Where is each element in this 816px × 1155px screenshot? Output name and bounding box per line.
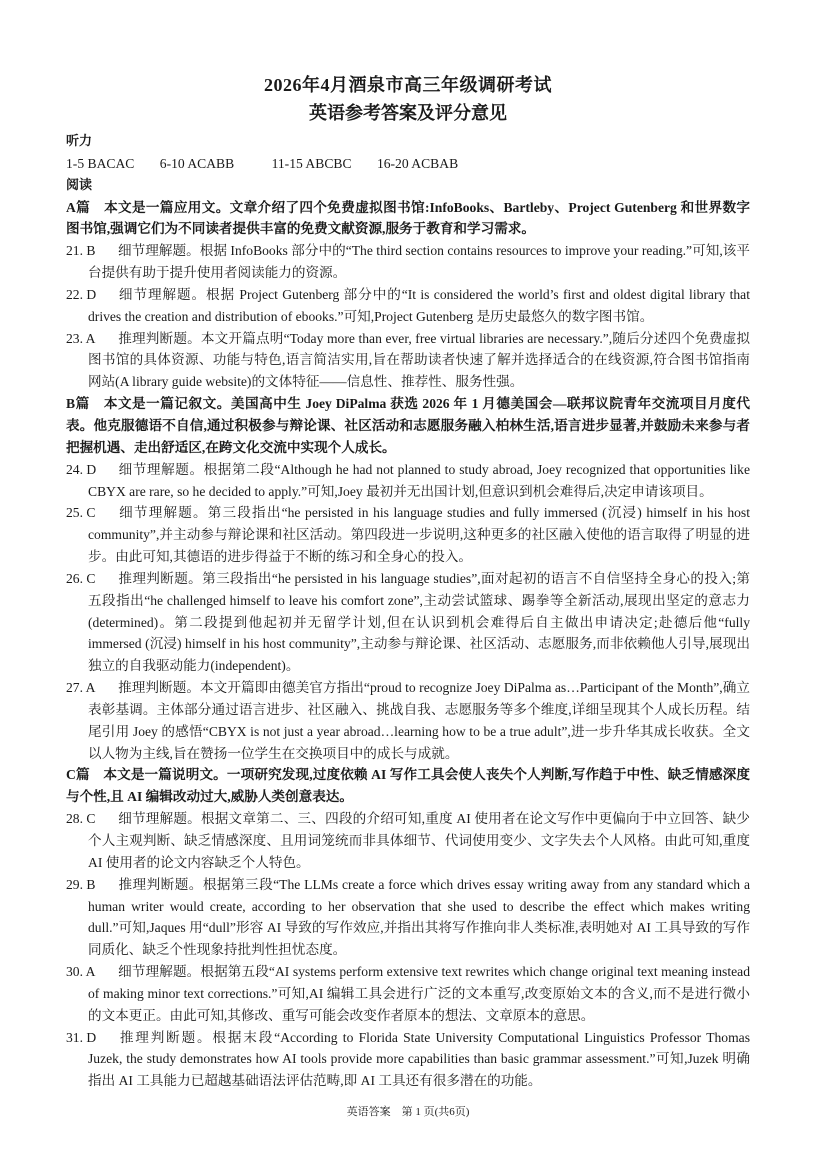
answer-explanation: 推理判断题。第三段指出“he persisted in his language studies”,面对起初的语言不自信坚持全身心的投入;第五段指出“he challenged himself to leave his comfort zone”,主动尝试篮球、踢拳等全新活动,展现出坚定的意志力(determined)。第二段提到他起初并无留学计划,但在认识到机会难得后自主做出申请决定;赴德后他“fully immersed (沉浸) himself in his host community”,主动参与辩论课、社区活动、志愿服务,而非依赖他人引导,展现出独立的自我驱动能力(independent)。 <box>88 570 750 674</box>
answer-explanation: 细节理解题。根据 InfoBooks 部分中的“The third section contains resources to improve your reading.”可知,该平台提供有助于提升使用者阅读能力的资源。 <box>88 243 750 281</box>
answer-explanation: 细节理解题。根据 Project Gutenberg 部分中的“It is considered the world’s first and oldest digital library that drives the creation and distribution of ebooks.”可知,Project Gutenberg 是历史最悠久的数字图书馆。 <box>88 286 750 324</box>
answer-explanation: 细节理解题。第三段指出“he persisted in his language studies and fully immersed (沉浸) himself in his host community”,并主动参与辩论课和社区活动。第四段进一步说明,这种更多的社区融入使他的语言取得了明显的进步。由此可知,其德语的进步得益于不断的练习和全身心的投入。 <box>88 505 750 565</box>
answer-item <box>66 459 750 503</box>
listening-answer-group: 16-20 ACBAB <box>376 155 459 171</box>
answer-item <box>66 284 750 328</box>
answer-explanation: 推理判断题。本文开篇即由德美官方指出“proud to recognize Joey DiPalma as…Participant of the Month”,确立表彰基调。主体部分通过语言进步、社区融入、挑战自我、志愿服务等多个维度,详细呈现其个人成长历程。结尾引用 Joey 的感悟“CBYX is not just a year abroad…learning how to be a true adult”,进一步升华其成长收获。全文以人物为主线,旨在赞扬一位学生在交换项目中的成长与成就。 <box>88 680 750 761</box>
listening-answer-group: 6-10 ACABB <box>159 155 235 171</box>
page-footer: 英语答案 第 1 页(共6页) <box>346 1106 470 1119</box>
answer-item <box>66 240 750 284</box>
question-answer: 29. B <box>66 876 96 892</box>
answer-item <box>66 568 750 677</box>
answer-explanation: 细节理解题。根据文章第二、三、四段的介绍可知,重度 AI 使用者在论文写作中更偏向于中立回答、缺少个人主观判断、缺乏情感深度、且用词笼统而非具体细节、代词使用变少、文字失去个人风格。由此可知,重度 AI 使用者的论文内容缺乏个人特色。 <box>88 811 750 870</box>
answer-explanation: 细节理解题。根据第二段“Although he had not planned to study abroad, Joey recognized that opportunities like CBYX are rare, so he decided to apply.”可知,Joey 最初并无出国计划,但意识到机会难得后,决定申请该项目。 <box>88 461 750 499</box>
listening-answer-group: 1-5 BACAC <box>66 155 135 171</box>
question-answer: 26. C <box>66 570 96 586</box>
listening-answer-group: 11-15 ABCBC <box>271 155 352 171</box>
listening-heading: 听力 <box>66 134 93 149</box>
question-answer: 22. D <box>66 286 97 302</box>
answer-item <box>66 808 750 874</box>
question-answer: 27. A <box>66 680 96 696</box>
answer-item <box>66 677 750 764</box>
reading-sections <box>66 197 750 1093</box>
question-answer: 28. C <box>66 811 96 827</box>
question-answer: 24. D <box>66 461 97 477</box>
section-intro: A篇 本文是一篇应用文。文章介绍了四个免费虚拟图书馆:InfoBooks、Bartleby、Project Gutenberg 和世界数字图书馆,强调它们为不同读者提供丰富的免费文献资源,服务于教育和学习需求。 <box>66 199 750 237</box>
answer-item <box>66 961 750 1027</box>
reading-heading: 阅读 <box>66 177 93 193</box>
section-intro: B篇 本文是一篇记叙文。美国高中生 Joey DiPalma 获选 2026 年 1 月德美国会—联邦议院青年交流项目月度代表。他克服德语不自信,通过积极参与辩论课、社区活动和志愿服务融入柏林生活,语言进步显著,并鼓励未来参与者把握机遇、走出舒适区,在跨文化交流中实现个人成长。 <box>66 396 750 455</box>
question-answer: 31. D <box>66 1029 97 1045</box>
question-answer: 25. C <box>66 505 96 521</box>
answer-item <box>66 1027 750 1093</box>
answer-item <box>66 328 750 394</box>
answer-explanation: 推理判断题。根据第三段“The LLMs create a force which drives essay writing away from any standard which a human writer would create, according to her observation that she used to describe the effect which makes writing dull.”可知,Jaques 用“dull”形容 AI 导致的写作效应,并指出其将写作推向非人类标准,表明她对 AI 工具导致的写作同质化、缺乏个性现象持批判性担忧态度。 <box>88 876 750 958</box>
question-answer: 21. B <box>66 243 96 259</box>
section-intro: C篇 本文是一篇说明文。一项研究发现,过度依赖 AI 写作工具会使人丧失个人判断,写作趋于中性、缺乏情感深度与个性,且 AI 编辑改动过大,威胁人类创意表达。 <box>66 767 750 805</box>
listening-answers <box>66 153 750 175</box>
question-answer: 30. A <box>66 964 96 980</box>
answer-item <box>66 874 750 961</box>
answer-explanation: 推理判断题。本文开篇点明“Today more than ever, free virtual libraries are necessary.”,随后分述四个免费虚拟图书馆的具体资源、功能与特色,语言简洁实用,旨在帮助读者快速了解并选择适合的在线资源,符合图书馆指南网站(A library guide website)的文体特征——信息性、推荐性、服务性强。 <box>88 330 750 390</box>
answer-explanation: 推理判断题。根据末段“According to Florida State University Computational Linguistics Professor Thomas Juzek, the study demonstrates how AI tools provide more capabilities than basic grammar assessment.”可知,Juzek 明确指出 AI 工具能力已超越基础语法评估范畴,即 AI 工具还有很多潜在的功能。 <box>88 1029 750 1089</box>
answer-content <box>66 131 750 1092</box>
answer-explanation: 细节理解题。根据第五段“AI systems perform extensive text rewrites which change original text meaning instead of making minor text corrections.”可知,AI 编辑工具会进行广泛的文本重写,改变原始文本的含义,而不是进行微小的文本更正。由此可知,其修改、重写可能会改变作者原本的想法、文章原本的意思。 <box>88 964 750 1023</box>
page-subtitle: 英语参考答案及评分意见 <box>309 103 507 124</box>
page-title: 2026年4月酒泉市高三年级调研考试 <box>264 75 552 95</box>
question-answer: 23. A <box>66 330 96 346</box>
answer-item <box>66 502 750 568</box>
